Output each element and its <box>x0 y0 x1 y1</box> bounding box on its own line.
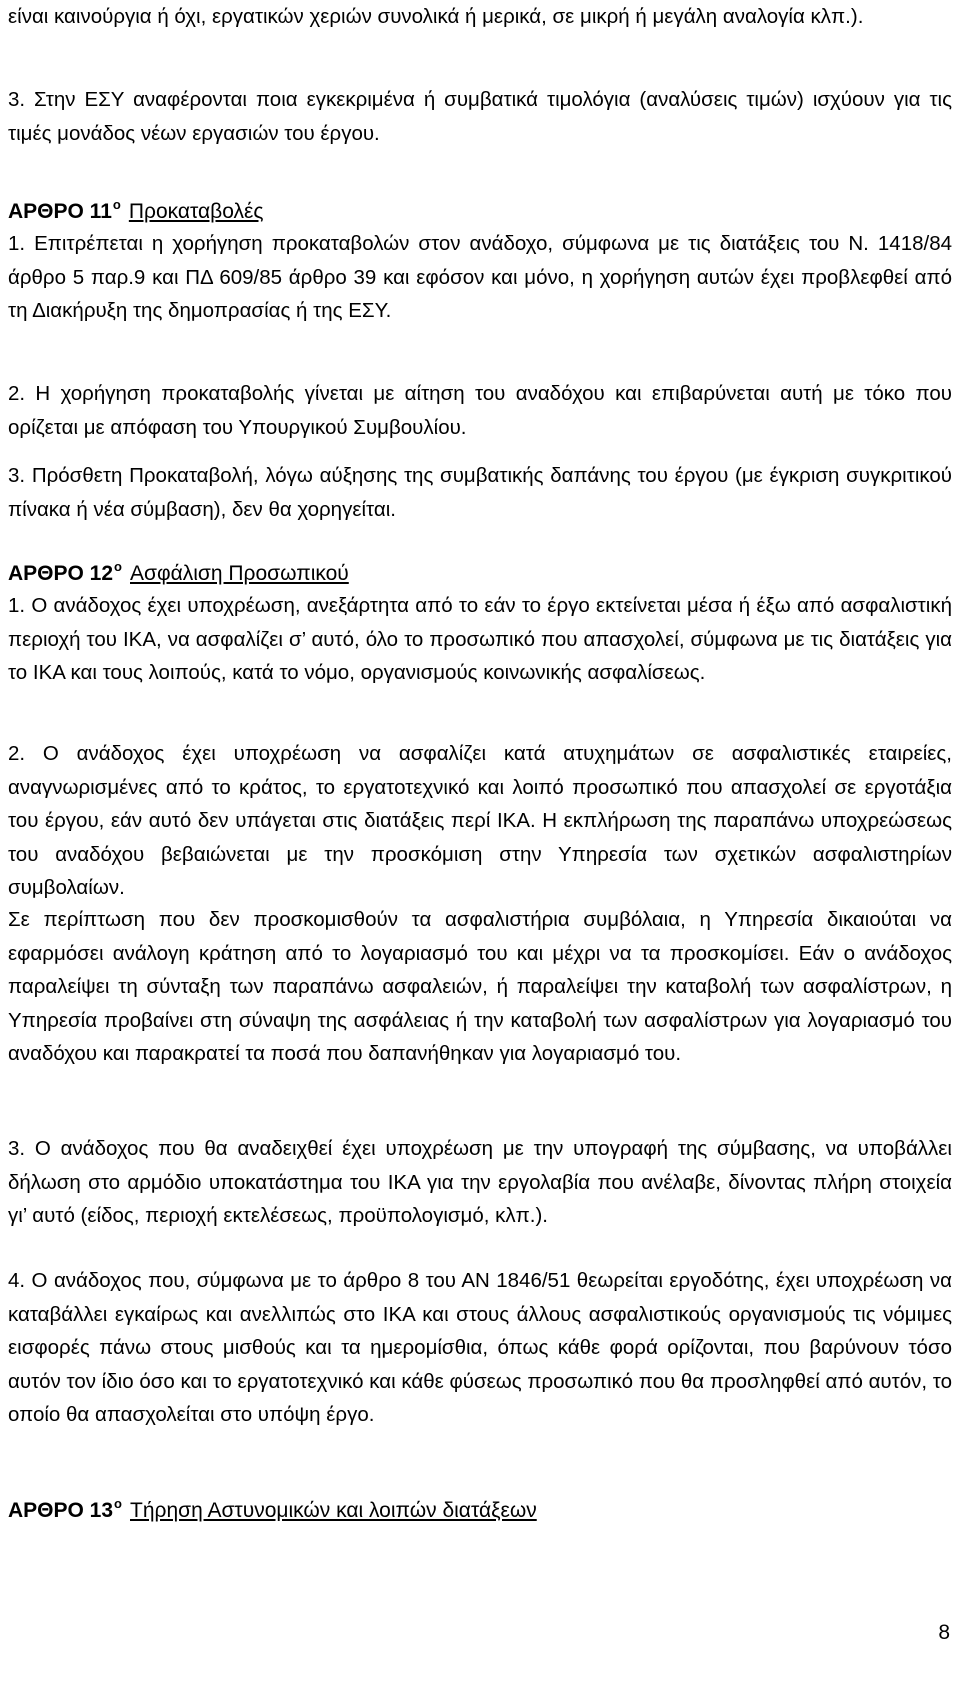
paragraph-art11-item-2: 2. Η χορήγηση προκαταβολής γίνεται με αίτηση του αναδόχου και επιβαρύνεται αυτή με τόκο που ορίζεται με απόφαση του Υπουργικού Συμβουλίου. <box>8 382 952 439</box>
paragraph-art10-item-3: 3. Στην ΕΣΥ αναφέρονται ποια εγκεκριμένα ή συμβατικά τιμολόγια (αναλύσεις τιμών) ισχύουν για τις τιμές μονάδος νέων εργασιών του έργου. <box>8 88 952 145</box>
paragraph-art12-item-2-continued: Σε περίπτωση που δεν προσκομισθούν τα ασφαλιστήρια συμβόλαια, η Υπηρεσία δικαιούται να εφαρμόσει ανάλογη κράτηση από το λογαριασμό του και μέχρι να τα προσκομίσει. Εάν ο ανάδοχος παραλείψει τη σύνταξη των παραπάνω ασφαλειών, ή παραλείψει την καταβολή των ασφαλίστρων, η Υπηρεσία προβαίνει στη σύναψη της ασφάλειας ή την καταβολή των ασφαλίστρων για λογαριασμό του αναδόχου και παρακρατεί τα ποσά που δαπανήθηκαν για λογαριασμό του. <box>8 908 952 1065</box>
article-12-title: Ασφάλιση Προσωπικού <box>130 562 349 585</box>
paragraph-art11-item-3: 3. Πρόσθετη Προκαταβολή, λόγω αύξησης της συμβατικής δαπάνης του έργου (με έγκριση συγκριτικού πίνακα ή νέα σύμβαση), δεν θα χορηγείται. <box>8 464 952 521</box>
paragraph-prev-continuation: είναι καινούργια ή όχι, εργατικών χεριών συνολικά ή μερικά, σε μικρή ή μεγάλη αναλογία κλπ.). <box>8 5 864 28</box>
article-12-label: ΑΡΘΡΟ 12 <box>8 562 114 585</box>
article-11-title: Προκαταβολές <box>128 200 264 223</box>
paragraph-art12-item-3: 3. Ο ανάδοχος που θα αναδειχθεί έχει υποχρέωση με την υπογραφή της σύμβασης, να υποβάλλει δήλωση στο αρμόδιο υποκατάστημα του ΙΚΑ για την εργολαβία που ανέλαβε, δίνοντας πλήρη στοιχεία γι’ αυτό (είδος, περιοχή εκτελέσεως, προϋπολογισμό, κλπ.). <box>8 1137 952 1227</box>
article-13-heading <box>8 1496 952 1528</box>
paragraph-art12-item-2: 2. Ο ανάδοχος έχει υποχρέωση να ασφαλίζει κατά ατυχημάτων σε ασφαλιστικές εταιρείες, αναγνωρισμένες από το κράτος, το εργατοτεχνικό και λοιπό προσωπικό που απασχολεί σε εργοτάξια του έργου, εάν αυτό δεν υπάγεται στις διατάξεις περί ΙΚΑ. Η εκπλήρωση της παραπάνω υποχρεώσεως του αναδόχου βεβαιώνεται με την προσκόμιση στην Υπηρεσία των σχετικών ασφαλιστηρίων συμβολαίων. <box>8 742 952 899</box>
paragraph-art12-item-4: 4. Ο ανάδοχος που, σύμφωνα με το άρθρο 8 του ΑΝ 1846/51 θεωρείται εργοδότης, έχει υποχρέωση να καταβάλλει εγκαίρως και ανελλιπώς στο ΙΚΑ και στους άλλους ασφαλιστικούς οργανισμούς τις νόμιμες εισφορές πάνω στους μισθούς και τα ημερομίσθια, όπως κάθε φορά ορίζονται, που βαρύνουν τόσο αυτόν τον ίδιο όσο και το εργατοτεχνικό και κάθε φύσεως προσωπικό που θα προσληφθεί από αυτόν, το οποίο θα απασχολείται στο υπόψη έργο. <box>8 1269 952 1426</box>
paragraph-art12-item-1: 1. Ο ανάδοχος έχει υποχρέωση, ανεξάρτητα από το εάν το έργο εκτείνεται μέσα ή έξω από ασφαλιστική περιοχή του ΙΚΑ, να ασφαλίζει σ’ αυτό, όλο το προσωπικό που απασχολεί, σύμφωνα με τις διατάξεις για το ΙΚΑ και τους λοιπούς, κατά το νόμο, οργανισμούς κοινωνικής ασφαλίσεως. <box>8 594 952 684</box>
article-12-ordinal: ο <box>114 559 122 574</box>
article-11-heading <box>8 197 952 229</box>
article-12-heading <box>8 559 952 591</box>
article-11-ordinal: ο <box>112 197 121 212</box>
page-number: 8 <box>938 1621 950 1644</box>
paragraph-art11-item-1: 1. Επιτρέπεται η χορήγηση προκαταβολών στον ανάδοχο, σύμφωνα με τις διατάξεις του Ν. 1418/84 άρθρο 5 παρ.9 και ΠΔ 609/85 άρθρο 39 και εφόσον και μόνο, η χορήγηση αυτών έχει προβλεφθεί από τη Διακήρυξη της δημοπρασίας ή της ΕΣΥ. <box>8 232 952 322</box>
article-13-label: ΑΡΘΡΟ 13 <box>8 1499 114 1522</box>
article-13-title: Τήρηση Αστυνομικών και λοιπών διατάξεων <box>130 1499 537 1522</box>
article-11-label: ΑΡΘΡΟ 11 <box>8 200 112 223</box>
article-13-ordinal: ο <box>114 1496 122 1511</box>
